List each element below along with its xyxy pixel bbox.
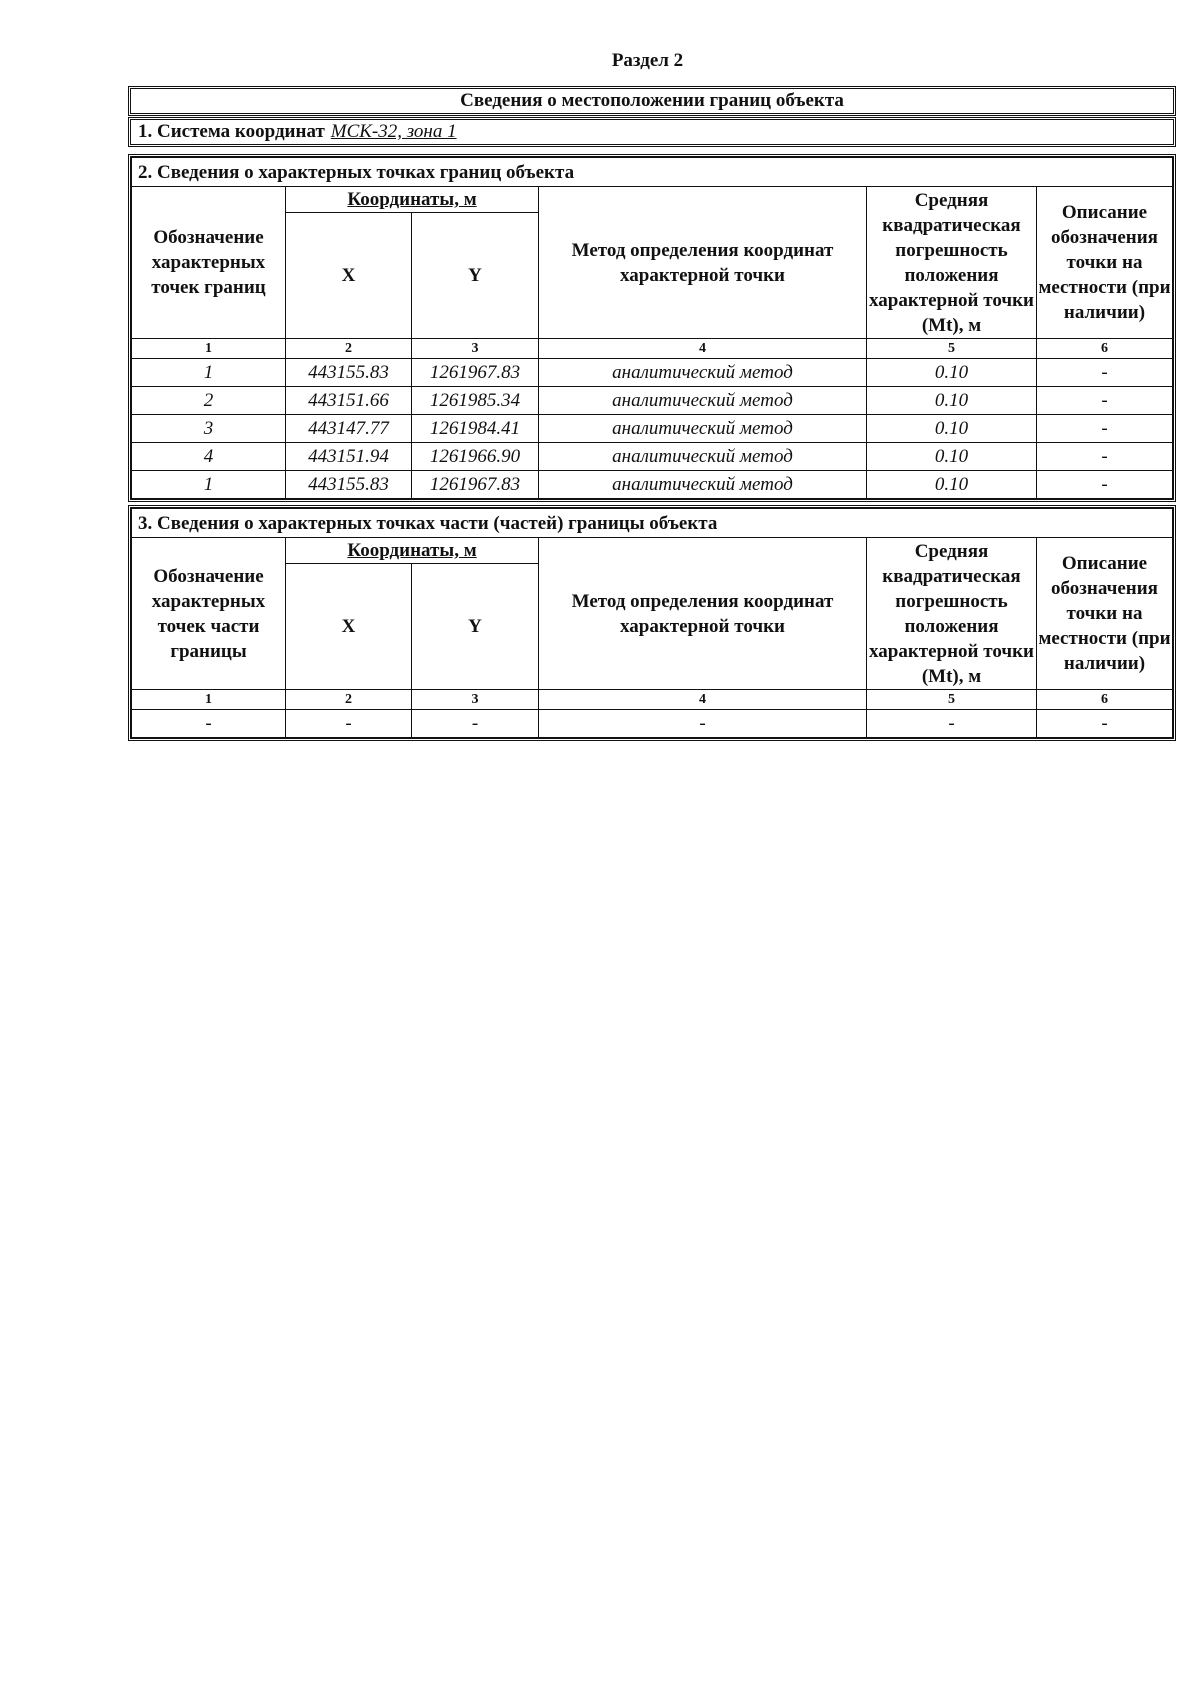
- header-coordinates: Координаты, м: [286, 538, 539, 564]
- point-number: 3: [132, 415, 286, 443]
- x-coordinate: 443147.77: [286, 415, 412, 443]
- coordinate-system: [131, 120, 1173, 144]
- description: -: [1037, 387, 1173, 415]
- x-coordinate: 443151.66: [286, 387, 412, 415]
- coordinate-system-label: 1. Система координат: [138, 121, 325, 142]
- column-number: 6: [1037, 339, 1173, 359]
- column-number: 2: [286, 339, 412, 359]
- method: аналитический метод: [539, 387, 867, 415]
- mean-error: 0.10: [867, 443, 1037, 471]
- column-number: 5: [867, 690, 1037, 710]
- header-x: X: [286, 564, 412, 690]
- method: аналитический метод: [539, 415, 867, 443]
- y-coordinate: 1261985.34: [412, 387, 539, 415]
- column-number-row: [132, 690, 1173, 710]
- section3-frame: [128, 505, 1176, 741]
- point-number: 4: [132, 443, 286, 471]
- column-number: 3: [412, 690, 539, 710]
- mean-error: 0.10: [867, 415, 1037, 443]
- description: -: [1037, 710, 1173, 738]
- point-number: -: [132, 710, 286, 738]
- x-coordinate: 443155.83: [286, 359, 412, 387]
- mean-error: -: [867, 710, 1037, 738]
- description: -: [1037, 359, 1173, 387]
- column-number: 4: [539, 339, 867, 359]
- description: -: [1037, 471, 1173, 499]
- coordinate-system-value: МСК-32, зона 1: [330, 121, 457, 142]
- x-coordinate: 443151.94: [286, 443, 412, 471]
- method: аналитический метод: [539, 443, 867, 471]
- description: -: [1037, 415, 1173, 443]
- x-coordinate: -: [286, 710, 412, 738]
- column-number: 5: [867, 339, 1037, 359]
- mean-error: 0.10: [867, 359, 1037, 387]
- column-number: 3: [412, 339, 539, 359]
- table-row: [132, 471, 1173, 499]
- section3-table: [131, 508, 1173, 738]
- header-y: Y: [412, 564, 539, 690]
- header-method: Метод определения координат характерной точки: [539, 187, 867, 339]
- section2-title: 2. Сведения о характерных точках границ объекта: [132, 158, 1173, 187]
- table-row: [132, 710, 1173, 738]
- method: -: [539, 710, 867, 738]
- point-number: 2: [132, 387, 286, 415]
- column-number-row: [132, 339, 1173, 359]
- mean-error: 0.10: [867, 471, 1037, 499]
- y-coordinate: 1261967.83: [412, 359, 539, 387]
- point-number: 1: [132, 359, 286, 387]
- table-row: [132, 387, 1173, 415]
- header-designation: Обозначение характерных точек части границы: [132, 538, 286, 690]
- coordinate-system-bar: [128, 117, 1176, 147]
- column-number: 2: [286, 690, 412, 710]
- header-mean-error: Средняя квадратическая погрешность положения характерной точки (Mt), м: [867, 538, 1037, 690]
- header-x: X: [286, 213, 412, 339]
- method: аналитический метод: [539, 471, 867, 499]
- section2-frame: [128, 154, 1176, 502]
- y-coordinate: 1261984.41: [412, 415, 539, 443]
- method: аналитический метод: [539, 359, 867, 387]
- header-y: Y: [412, 213, 539, 339]
- header-description: Описание обозначения точки на местности (при наличии): [1037, 187, 1173, 339]
- main-title: Сведения о местоположении границ объекта: [460, 90, 844, 111]
- column-number: 4: [539, 690, 867, 710]
- table-row: [132, 359, 1173, 387]
- table-row: [132, 415, 1173, 443]
- header-method: Метод определения координат характерной точки: [539, 538, 867, 690]
- mean-error: 0.10: [867, 387, 1037, 415]
- column-number: 1: [132, 690, 286, 710]
- header-coordinates: Координаты, м: [286, 187, 539, 213]
- y-coordinate: 1261966.90: [412, 443, 539, 471]
- column-number: 1: [132, 339, 286, 359]
- x-coordinate: 443155.83: [286, 471, 412, 499]
- section3-title: 3. Сведения о характерных точках части (частей) границы объекта: [132, 509, 1173, 538]
- main-title-bar: [128, 86, 1176, 116]
- header-designation: Обозначение характерных точек границ: [132, 187, 286, 339]
- point-number: 1: [132, 471, 286, 499]
- column-number: 6: [1037, 690, 1173, 710]
- description: -: [1037, 443, 1173, 471]
- y-coordinate: 1261967.83: [412, 471, 539, 499]
- header-mean-error: Средняя квадратическая погрешность положения характерной точки (Mt), м: [867, 187, 1037, 339]
- page-heading: Раздел 2: [611, 50, 684, 71]
- table-row: [132, 443, 1173, 471]
- y-coordinate: -: [412, 710, 539, 738]
- header-description: Описание обозначения точки на местности (при наличии): [1037, 538, 1173, 690]
- section2-table: [131, 157, 1173, 499]
